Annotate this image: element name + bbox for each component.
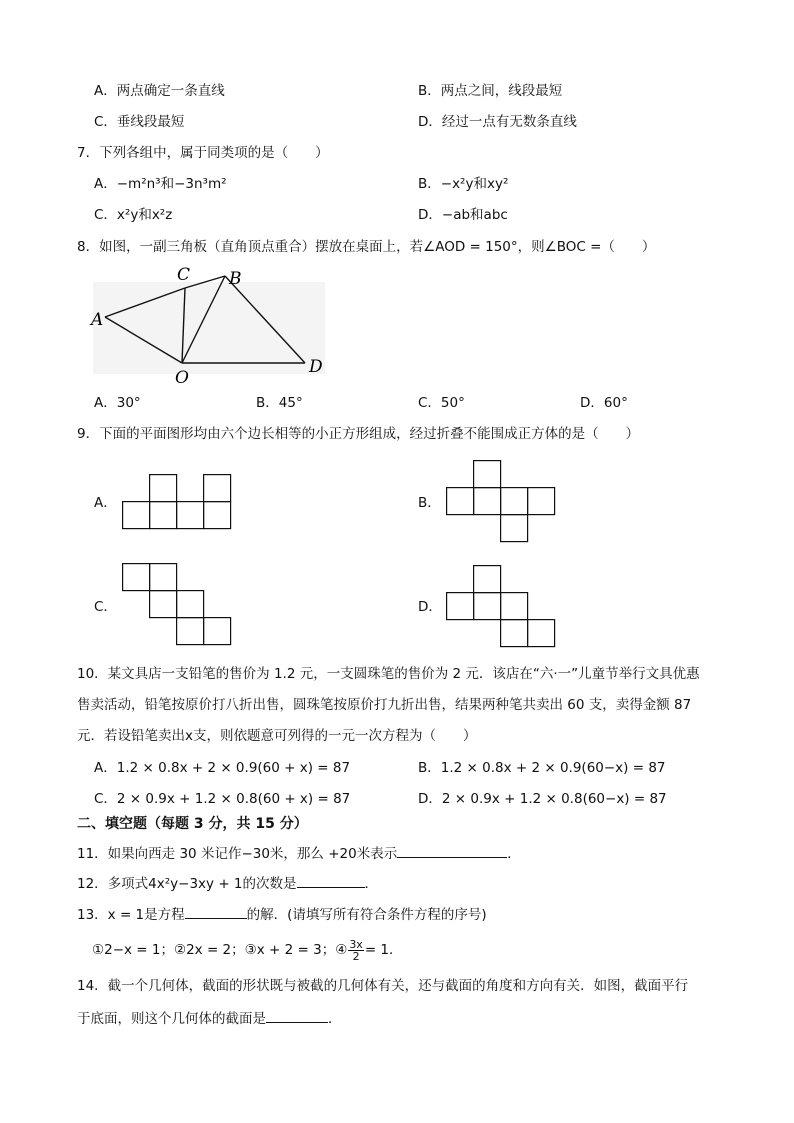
- q8-stem: 8．如图，一副三角板（直角顶点重合）摆放在桌面上，若∠AOD = 150°，则∠BOC =（ ）: [77, 239, 656, 255]
- q7-option-a: A．−m²n³和−3n³m²: [94, 176, 227, 192]
- q10-option-b: B．1.2 × 0.8x + 2 × 0.9(60−x) = 87: [418, 760, 666, 776]
- q10-stem-line2: 售卖活动，铅笔按原价打八折出售，圆珠笔按原价打九折出售，结果两种笔共卖出 60 支，卖得金额 87: [77, 697, 692, 713]
- q7-option-d: D．−ab和abc: [418, 207, 508, 223]
- q6-option-a: A．两点确定一条直线: [94, 83, 225, 99]
- q13-line: [77, 904, 487, 924]
- q13-frac-tail: = 1．: [364, 942, 403, 958]
- q9-net-c: [122, 563, 236, 648]
- label-b: B: [229, 269, 242, 289]
- q9-option-c-label: C．: [94, 599, 117, 615]
- q13-frac-den: 2: [352, 949, 360, 963]
- q13-options-text: ①2−x = 1；②2x = 2；③x + 2 = 3；④: [92, 942, 348, 958]
- q9-option-d-label: D．: [418, 599, 442, 615]
- q10-option-a: A．1.2 × 0.8x + 2 × 0.9(60 + x) = 87: [94, 760, 351, 776]
- q6-option-d: D．经过一点有无数条直线: [418, 114, 577, 130]
- q11-end: ．: [507, 846, 521, 862]
- q14-stem-line1: 14．截一个几何体，截面的形状既与被截的几何体有关，还与截面的角度和方向有关．如图，截面平行: [77, 978, 689, 994]
- q8-option-d: D．60°: [580, 395, 628, 411]
- q13-tail: 的解．(请填写所有符合条件方程的序号): [246, 907, 487, 923]
- q12-line: [77, 873, 378, 893]
- q9-net-b: [446, 460, 560, 545]
- figure-background: [93, 282, 325, 374]
- q11-text: 11．如果向西走 30 米记作−30米，那么 +20米表示: [77, 846, 398, 862]
- q13-equations: [92, 935, 403, 965]
- q13-frac-num: 3x: [349, 937, 363, 951]
- q13-fraction: [348, 939, 364, 962]
- q11-answer-blank[interactable]: [397, 843, 507, 858]
- q12-text: 12．多项式4x²y−3xy + 1的次数是: [77, 876, 297, 892]
- q8-option-c: C．50°: [418, 395, 465, 411]
- label-a: A: [91, 310, 104, 330]
- q8-option-b: B．45°: [256, 395, 303, 411]
- q7-option-c: C．x²y和x²z: [94, 207, 173, 223]
- q11-line: [77, 843, 521, 863]
- q8-option-a: A．30°: [94, 395, 141, 411]
- q14-end: ．: [328, 1011, 342, 1027]
- label-o: O: [175, 368, 189, 388]
- q14-line2: [77, 1008, 342, 1028]
- q13-answer-blank[interactable]: [185, 904, 247, 919]
- q13-text: 13．x = 1是方程: [77, 907, 185, 923]
- label-c: C: [177, 265, 191, 285]
- q10-stem-line3: 元．若设铅笔卖出x支，则依题意可列得的一元一次方程为（ ）: [77, 728, 477, 744]
- q7-option-b: B．−x²y和xy²: [418, 176, 509, 192]
- q14-text: 于底面，则这个几何体的截面是: [77, 1011, 266, 1027]
- q9-option-a-label: A．: [94, 495, 117, 511]
- q12-end: ．: [364, 876, 379, 892]
- q6-option-b: B．两点之间，线段最短: [418, 83, 563, 99]
- q8-triangle-figure: [85, 262, 335, 390]
- q7-stem: 7．下列各组中，属于同类项的是（ ）: [77, 145, 329, 161]
- q6-option-c: C．垂线段最短: [94, 114, 185, 130]
- q14-answer-blank[interactable]: [266, 1008, 328, 1023]
- q10-option-c: C．2 × 0.9x + 1.2 × 0.8(60 + x) = 87: [94, 791, 351, 807]
- label-d: D: [309, 357, 323, 377]
- q9-net-a: [122, 474, 236, 530]
- q10-stem-line1: 10．某文具店一支铅笔的售价为 1.2 元，一支圆珠笔的售价为 2 元．该店在“六·一”儿童节举行文具优惠: [77, 666, 700, 682]
- q9-stem: 9．下面的平面图形均由六个边长相等的小正方形组成，经过折叠不能围成正方体的是（ ）: [77, 426, 640, 442]
- q9-option-b-label: B．: [418, 495, 441, 511]
- q9-net-d: [446, 565, 560, 650]
- q12-answer-blank[interactable]: [297, 873, 365, 888]
- q10-option-d: D．2 × 0.9x + 1.2 × 0.8(60−x) = 87: [418, 791, 667, 807]
- section-2-heading: 二、填空题（每题 3 分，共 15 分）: [77, 816, 308, 832]
